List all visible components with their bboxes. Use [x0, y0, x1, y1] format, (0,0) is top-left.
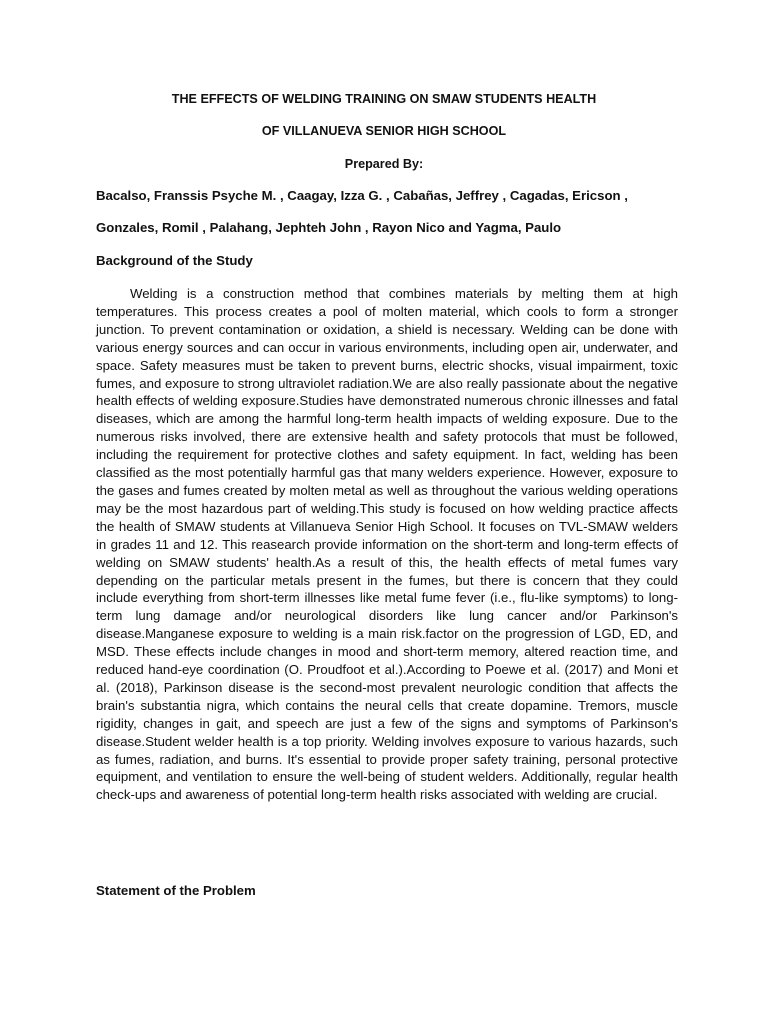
document-title-line-2: OF VILLANUEVA SENIOR HIGH SCHOOL — [261, 124, 507, 138]
section-heading-statement-of-problem: Statement of the Problem — [96, 883, 256, 898]
authors-line-2: Gonzales, Romil , Palahang, Jephteh John , Rayon Nico and Yagma, Paulo — [96, 220, 562, 235]
authors-line-1: Bacalso, Franssis Psyche M. , Caagay, Izza G. , Cabañas, Jeffrey , Cagadas, Ericson , — [96, 188, 628, 203]
prepared-by-label: Prepared By: — [344, 157, 424, 171]
document-title-line-1: THE EFFECTS OF WELDING TRAINING ON SMAW STUDENTS HEALTH — [171, 92, 597, 106]
section-heading-background: Background of the Study — [96, 253, 253, 268]
background-paragraph: Welding is a construction method that combines materials by melting them at high temperatures. This process creates a pool of molten material, which cools to form a stronger junction. To prevent contamination or oxidation, a shield is necessary. Welding can be done with various energy sources and can occur in various environments, including open air, underwater, and space. Safety measures must be taken to prevent burns, electric shocks, visual impairment, toxic fumes, and exposure to strong ultraviolet radiation.We are also really passionate about the negative health effects of welding exposure.Studies have demonstrated numerous chronic illnesses and fatal diseases, which are among the harmful long-term health impacts of welding exposure. Due to the numerous risks involved, there are extensive health and safety protocols that must be followed, including the requirement for protective clothes and safety equipment. In fact, welding has been classified as the most potentially harmful gas that many welders experience. However, exposure to the gases and fumes created by molten metal as well as throughout the various welding operations may be the most hazardous part of welding.This study is focused on how welding practice affects the health of SMAW students at Villanueva Senior High School. It focuses on TVL-SMAW welders in grades 11 and 12. This reasearch provide information on the short-term and long-term effects of welding on SMAW students' health.As a result of this, the health effects of metal fumes vary depending on the particular metals present in the fumes, but there is concern that they could include everything from short-term illnesses like metal fume fever (i.e., flu-like symptoms) to long-term lung damage and/or neurological disorders like lung cancer and/or Parkinson's disease.Manganese exposure to welding is a main risk.factor on the progression of LGD, ED, and MSD. These effects include changes in mood and short-term memory, altered reaction time, and reduced hand-eye coordination (O. Proudfoot et al.).According to Poewe et al. (2017) and Moni et al. (2018), Parkinson disease is the second-most prevalent neurologic condition that affects the brain's substantia nigra, which contains the neural cells that create dopamine. Tremors, muscle rigidity, changes in gait, and speech are just a few of the signs and symptoms of Parkinson's disease.Student welder health is a top priority. Welding involves exposure to various hazards, such as fumes, radiation, and burns. It's essential to provide proper safety training, personal protective equipment, and ventilation to ensure the well-being of student welders. Additionally, regular health check-ups and awareness of potential long-term health risks associated with welding are crucial. — [96, 286, 678, 803]
